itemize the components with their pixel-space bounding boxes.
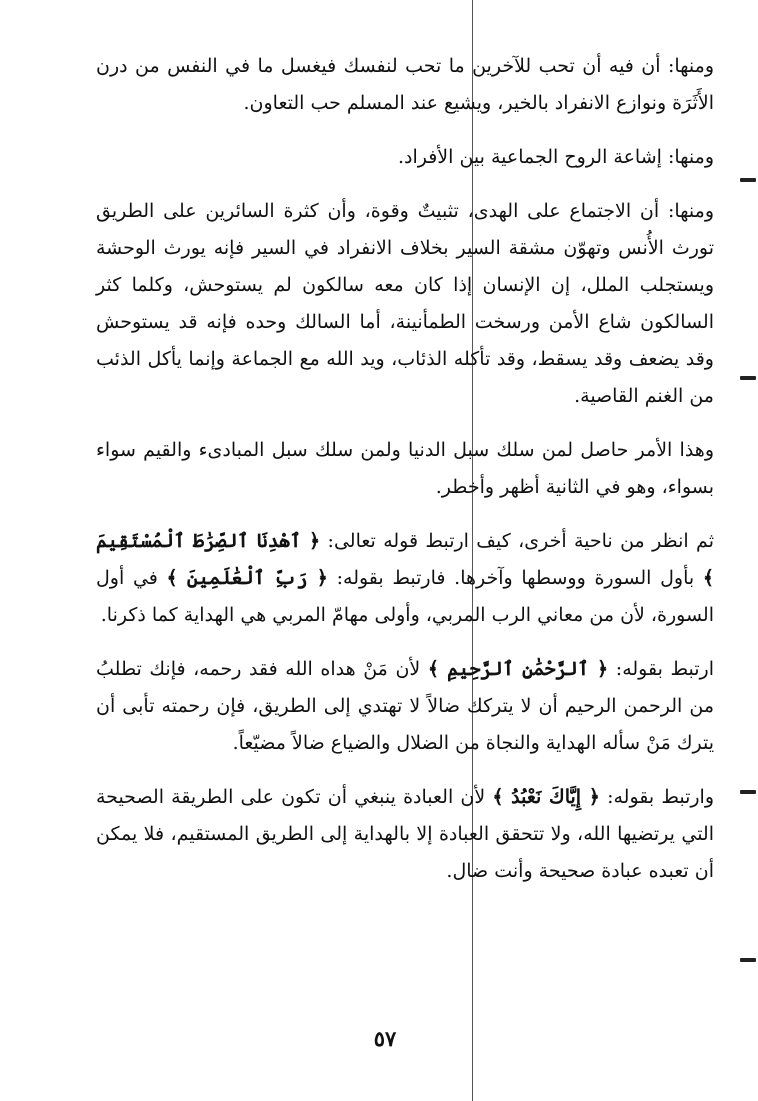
edge-mark <box>740 790 756 794</box>
paragraph-1: ومنها: أن فيه أن تحب للآخرين ما تحب لنفسك فيغسل ما في النفس من درن الأَثَرَة ونوازع الانفراد بالخير، ويشيع عند المسلم حب التعاون. <box>96 55 714 114</box>
edge-mark <box>740 958 756 962</box>
paragraph-5-text-c: في أول السورة، لأن من معاني الرب المربي، وأولى مهامّ المربي هي الهداية كما ذكرنا. <box>96 567 714 626</box>
edge-mark <box>740 178 756 182</box>
paragraph-7-text-a: وارتبط بقوله: <box>599 786 715 808</box>
paragraph-5-text-a: ثم انظر من ناحية أخرى، كيف ارتبط قوله تعالى: <box>320 530 714 552</box>
quran-quote-guide-us: ﴿ ٱهْدِنَا ٱلصِّرَٰطَ ٱلْمُسْتَقِيمَ ﴾ <box>96 530 714 589</box>
paragraph-5 <box>96 523 714 634</box>
quran-quote-you-we-worship: ﴿ إِيَّاكَ نَعْبُدُ ﴾ <box>492 786 600 808</box>
quran-quote-most-merciful: ﴿ ٱلرَّحْمَٰنِ ٱلرَّحِيمِ ﴾ <box>427 658 609 680</box>
body-text <box>96 48 714 907</box>
paragraph-3: ومنها: أن الاجتماع على الهدى، تثبيتٌ وقوة، وأن كثرة السائرين على الطريق تورث الأُنس وتهوّن مشقة السير بخلاف الانفراد في السير فإنه يورث الوحشة ويستجلب الملل، إن الإنسان إذا كان معه سالكون لم يستوحش، وكلما كثر السالكون شاع الأمن ورسخت الطمأنينة، أما السالك وحده فإنه قد يستوحش وقد يضعف وقد يسقط، وقد تأكله الذئاب، ويد الله مع الجماعة وإنما يأكل الذئب من الغنم القاصية. <box>96 200 714 407</box>
paragraph-5-text-b: بأول السورة ووسطها وآخرها. فارتبط بقوله: <box>327 567 703 589</box>
paragraph-7-text-b: لأن العبادة ينبغي أن تكون على الطريقة الصحيحة التي يرتضيها الله، ولا تتحقق العبادة إلا بالهداية إلى الطريق المستقيم، فلا يمكن أن تعبده عبادة صحيحة وأنت ضال. <box>96 786 714 882</box>
paragraph-7 <box>96 779 714 890</box>
paragraph-2: ومنها: إشاعة الروح الجماعية بين الأفراد. <box>397 146 714 168</box>
paragraph-6-text-a: ارتبط بقوله: <box>608 658 714 680</box>
paragraph-6 <box>96 651 714 762</box>
edge-mark <box>740 376 756 380</box>
page-number: ٥٧ <box>373 1026 397 1051</box>
paragraph-4: وهذا الأمر حاصل لمن سلك سبل الدنيا ولمن سلك سبل المبادىء والقيم سواء بسواء، وهو في الثانية أظهر وأخطر. <box>96 439 714 498</box>
paragraph-6-text-b: لأن مَنْ هداه الله فقد رحمه، فإنك تطلبُ من الرحمن الرحيم أن لا يتركك ضالاً لا تهتدي إلى الطريق، فإن رحمته تأبى أن يترك مَنْ سأله الهداية والنجاة من الضلال والضياع ضالاً مضيّعاً. <box>96 658 714 754</box>
quran-quote-lord-of-worlds: ﴿ رَبِّ ٱلْعَٰلَمِينَ ﴾ <box>166 567 328 589</box>
